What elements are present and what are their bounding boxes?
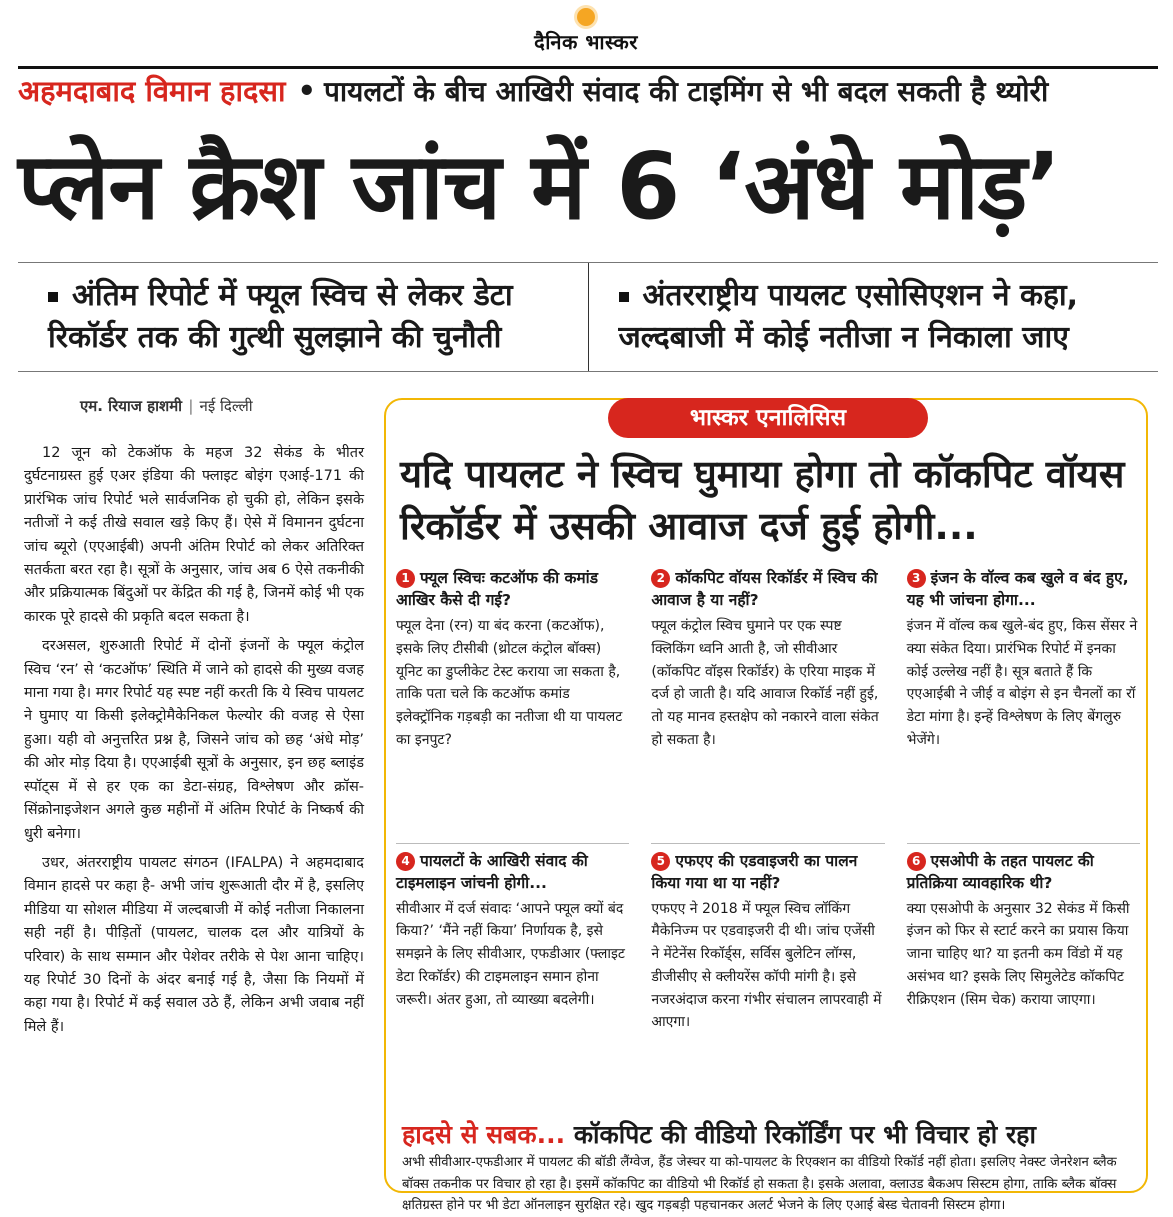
byline-separator: |	[188, 397, 194, 415]
point-answer: क्या एसओपी के अनुसार 32 सेकंड में किसी इंजन को फिर से स्टार्ट करने का प्रयास किया जाना चाहिए था? या इतनी कम विंडो में यह असंभव था? इसके लिए सिमुलेटेड कॉकपिट रीक्रिएशन (सिम चेक) कराया जाएगा।	[906, 900, 1130, 1008]
point-3	[907, 565, 1140, 843]
point-number: 5	[651, 852, 670, 871]
deck-text: अंतरराष्ट्रीय पायलट एसोसिएशन ने कहा, जल्दबाजी में कोई नतीजा न निकाला जाए	[618, 278, 1079, 355]
point-number: 1	[396, 569, 415, 588]
analysis-title: यदि पायलट ने स्विच घुमाया होगा तो कॉकपिट वॉयस रिकॉर्डर में उसकी आवाज दर्ज हुई होगी...	[400, 452, 1125, 548]
subkicker: पायलटों के बीच आखिरी संवाद की टाइमिंग से भी बदल सकती है थ्योरी	[324, 74, 1049, 108]
analysis-points	[396, 565, 1140, 1120]
point-question: एसओपी के तहत पायलट की प्रतिक्रिया व्यावहारिक थी?	[906, 851, 1094, 892]
point-question: इंजन के वॉल्व कब खुले व बंद हुए, यह भी जांचना होगा...	[906, 569, 1129, 609]
point-question: कॉकपिट वॉयस रिकॉर्डर में स्विच की आवाज है या नहीं?	[651, 569, 878, 609]
lesson-title: कॉकपिट की वीडियो रिकॉर्डिंग पर भी विचार हो रहा	[573, 1120, 1036, 1149]
kicker: अहमदाबाद विमान हादसा	[18, 74, 286, 108]
sun-logo-icon	[577, 8, 595, 26]
point-1	[396, 565, 629, 843]
point-2	[651, 565, 884, 843]
point-question: पायलटों के आखिरी संवाद की टाइमलाइन जांचनी होगी...	[396, 851, 588, 892]
point-5	[651, 843, 884, 1121]
lesson-box	[388, 1120, 1144, 1213]
point-6	[907, 843, 1140, 1121]
body-paragraph: 12 जून को टेकऑफ के महज 32 सेकंड के भीतर दुर्घटनाग्रस्त हुई एअर इंडिया की फ्लाइट बोइंग एआई-171 की प्रारंभिक जांच रिपोर्ट भले सार्वजनिक हो चुकी हो, लेकिन इसके नतीजों ने कई तीखे सवाल खड़े किए हैं। ऐसे में विमानन दुर्घटना जांच ब्यूरो (एएआईबी) अपनी अंतिम रिपोर्ट को लेकर अतिरिक्त सतर्कता बरत रहा है। सूत्रों के अनुसार, जांच अब 6 ऐसे तकनीकी और प्रक्रियात्मक बिंदुओं पर केंद्रित की गई है, जिनमें कोई भी एक कारक पूरे हादसे की प्रकृति बदल सकता है।	[24, 445, 364, 625]
body-paragraph: दरअसल, शुरुआती रिपोर्ट में दोनों इंजनों के फ्यूल कंट्रोल स्विच ‘रन’ से ‘कटऑफ’ स्थिति में जाने को हादसे की मुख्य वजह माना गया है। मगर रिपोर्ट यह स्पष्ट नहीं करती कि ये स्विच पायलट ने घुमाए या किसी इलेक्ट्रोमैकेनिकल फेल्योर की वजह से ऐसा हुआ। यही वो अनुत्तरित प्रश्न है, जिसने जांच को छह ‘अंधे मोड़’ की ओर मोड़ दिया है। एएआईबी सूत्रों के अनुसार, इन छह ब्लाइंड स्पॉट्स में से हर एक का डेटा-संग्रह, विश्लेषण और क्रॉस-सिंक्रोनाइजेशन अगले कुछ महीनों में अंतिम रिपोर्ट के निष्कर्ष की धुरी बनेगा।	[24, 638, 364, 842]
deck-row	[18, 262, 1158, 372]
point-question: एफएए की एडवाइजरी का पालन किया गया था या नहीं?	[651, 851, 858, 892]
byline-author: एम. रियाज हाशमी	[80, 397, 183, 415]
headline: प्लेन क्रैश जांच में 6 ‘अंधे मोड़’	[18, 133, 1061, 240]
lesson-heading	[402, 1118, 1044, 1152]
analysis-badge: भास्कर एनालिसिस	[608, 398, 928, 438]
point-answer: फ्यूल कंट्रोल स्विच घुमाने पर एक स्पष्ट क्लिकिंग ध्वनि आती है, जो सीवीआर (कॉकपिट वॉइस रिकॉर्डर) के एरिया माइक में दर्ज हो जाती है। यदि आवाज रिकॉर्ड नहीं हुई, तो यह मानव हस्तक्षेप को नकारने वाला संकेत हो सकता है।	[651, 618, 879, 748]
lesson-body: अभी सीवीआर-एफडीआर में पायलट की बॉडी लैंग्वेज, हैंड जेस्चर या को-पायलट के रिएक्शन का वीडियो रिकॉर्ड नहीं होता। इसलिए नेक्स्ट जेनरेशन ब्लैक बॉक्स तकनीक पर विचार हो रहा है। इसमें कॉकपिट का वीडियो भी रिकॉर्ड हो सकता है। इसके अलावा, क्लाउड बैकअप सिस्टम होगा, ताकि ब्लैक बॉक्स क्षतिग्रस्त होने पर भी डेटा ऑनलाइन सुरक्षित रहे। खुद गड़बड़ी पहचानकर अलर्ट भेजने के लिए एआई बेस्ड चेतावनी सिस्टम होगा।	[402, 1155, 1117, 1213]
point-answer: इंजन में वॉल्व कब खुले-बंद हुए, किस सेंसर ने क्या संकेत दिया। प्रारंभिक रिपोर्ट में इनका कोई उल्लेख नहीं है। सूत्र बताते हैं कि एएआईबी ने जीई व बोइंग से इन चैनलों का रॉ डेटा मांगा है। इन्हें विश्लेषण के लिए बेंगलुरु भेजेंगे।	[906, 618, 1138, 748]
topline	[18, 66, 1158, 112]
point-number: 4	[396, 852, 415, 871]
analysis-box	[384, 398, 1148, 1213]
masthead	[510, 4, 662, 64]
deck-text: अंतिम रिपोर्ट में फ्यूल स्विच से लेकर डेटा रिकॉर्डर तक की गुत्थी सुलझाने की चुनौती	[48, 278, 513, 355]
byline-city: नई दिल्ली	[199, 397, 253, 415]
point-number: 3	[907, 569, 926, 588]
point-answer: सीवीआर में दर्ज संवादः ‘आपने फ्यूल क्यों बंद किया?’ ‘मैंने नहीं किया’ निर्णायक है, इसे समझने के लिए सीवीआर, एफडीआर (फ्लाइट डेटा रिकॉर्डर) की टाइमलाइन समान होना जरूरी। अंतर हुआ, तो व्याख्या बदलेगी।	[396, 900, 625, 1008]
lesson-label: हादसे से सबक...	[402, 1120, 566, 1149]
point-number: 6	[907, 852, 926, 871]
square-bullet-icon	[48, 292, 58, 302]
kicker-bullet: •	[297, 73, 317, 108]
article-body	[24, 442, 364, 1187]
point-answer: एफएए ने 2018 में फ्यूल स्विच लॉकिंग मैकेनिज्म पर एडवाइजरी दी थी। जांच एजेंसी ने मेंटेनेंस रिकॉर्ड्स, सर्विस बुलेटिन लॉग्स, डीजीसीए से क्लीयरेंस कॉपी मांगी है। इसे नजरअंदाज करना गंभीर संचालन लापरवाही में आएगा।	[651, 900, 882, 1031]
point-question: फ्यूल स्विचः कटऑफ की कमांड आखिर कैसे दी गई?	[396, 569, 598, 609]
square-bullet-icon	[619, 292, 629, 302]
body-paragraph: उधर, अंतरराष्ट्रीय पायलट संगठन (IFALPA) ने अहमदाबाद विमान हादसे पर कहा है- अभी जांच शुरूआती दौर में है, इसलिए मीडिया या सोशल मीडिया में जल्दबाजी में कोई नतीजा निकालना सही नहीं है। पीड़ितों (पायलट, चालक दल और यात्रियों के परिवार) के साथ सम्मान और पेशेवर तरीके से पेश आना चाहिए। यह रिपोर्ट 30 दिनों के अंदर बनाई गई है, जैसा कि नियमों में कहा गया है। रिपोर्ट में कई सवाल उठे हैं, लेकिन अभी जवाब नहीं मिले हैं।	[24, 854, 364, 1035]
point-4	[396, 843, 629, 1121]
deck-right	[589, 263, 1159, 371]
byline	[80, 396, 253, 416]
point-answer: फ्यूल देना (रन) या बंद करना (कटऑफ), इसके लिए टीसीबी (थ्रोटल कंट्रोल बॉक्स) यूनिट का डुप्लीकेट टेस्ट कराया जा सकता है, ताकि पता चले कि कटऑफ कमांड इलेक्ट्रॉनिक गड़बड़ी का नतीजा थी या पायलट का इनपुट?	[396, 618, 623, 748]
deck-left	[18, 263, 589, 371]
newspaper-name: दैनिक भास्कर	[534, 30, 638, 54]
point-number: 2	[651, 569, 670, 588]
